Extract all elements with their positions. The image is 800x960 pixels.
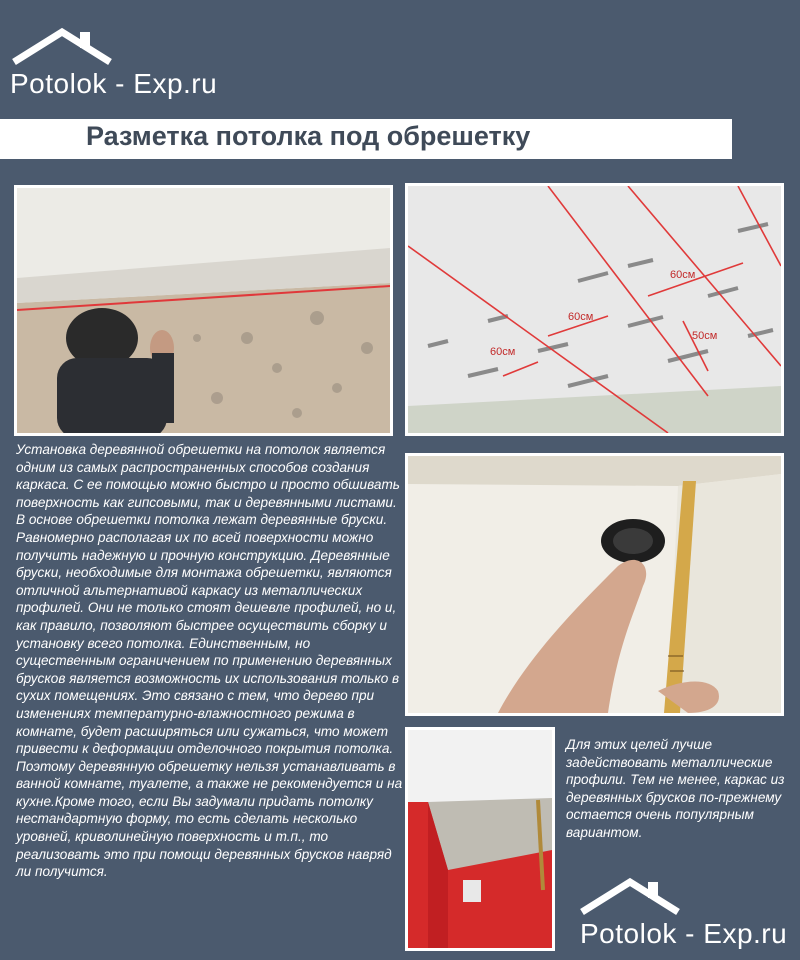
photo-red-bathroom-ceiling xyxy=(405,727,555,951)
title-bar xyxy=(0,119,732,159)
house-roof-icon xyxy=(578,876,682,916)
house-roof-icon xyxy=(10,26,114,66)
photo-ceiling-marking-lines xyxy=(405,183,784,436)
marking-label: 60см xyxy=(490,346,516,358)
photo-laser-wall-marking xyxy=(14,185,393,436)
logo-text: Potolok - Exp.ru xyxy=(580,918,788,949)
article-main-text: Установка деревянной обрешетки на потолок является одним из самых распространенных способов создания каркаса. С ее помощью можно быстро и просто обшивать поверхность как гипсовыми, так и деревянными листами. В основе обрешетки потолка лежат деревянные бруски. Равномерно располагая их по всей поверхности можно получить надежную и прочную конструкцию. Деревянные бруски, необходимые для монтажа обрешетки, являются отличной альтернативой каркасу из металлических профилей. Они не только стоят дешевле профилей, но и, как правило, позволяют быстрее осуществить сборку и установку всего потолка. Единственным, но существенным ограничением по применению деревянных брусков является возможность их использования только в сухих помещениях. Это связано с тем, что дерево при изменениях температурно-влажностного режима в комнате, будет расширяться или сужаться, что может привести к деформации отделочного покрытия потолка. Поэтому деревянную обрешетку нельзя устанавливать в ванной комнате, туалете, а также не рекомендуется и на кухне.Кроме того, если Вы задумали придать потолку нестандартную форму, то есть сделать несколько уровней, криволинейную поверхность и т.п., то реализовать это при помощи деревянных брусков навряд ли получится. xyxy=(16,442,403,880)
marking-label: 60см xyxy=(568,311,594,323)
site-logo-top[interactable] xyxy=(8,26,238,106)
article-side-text: Для этих целей лучше задействовать металлические профили. Тем не менее, каркас из деревянных брусков по-прежнему остается очень популярным вариантом. xyxy=(566,737,785,840)
marking-label: 50см xyxy=(692,330,718,342)
photo-laser-level-corner xyxy=(405,453,784,716)
page-title: Разметка потолка под обрешетку xyxy=(86,121,531,151)
marking-label: 60см xyxy=(670,269,696,281)
site-logo-bottom[interactable] xyxy=(578,876,800,956)
logo-text: Potolok - Exp.ru xyxy=(10,68,218,99)
